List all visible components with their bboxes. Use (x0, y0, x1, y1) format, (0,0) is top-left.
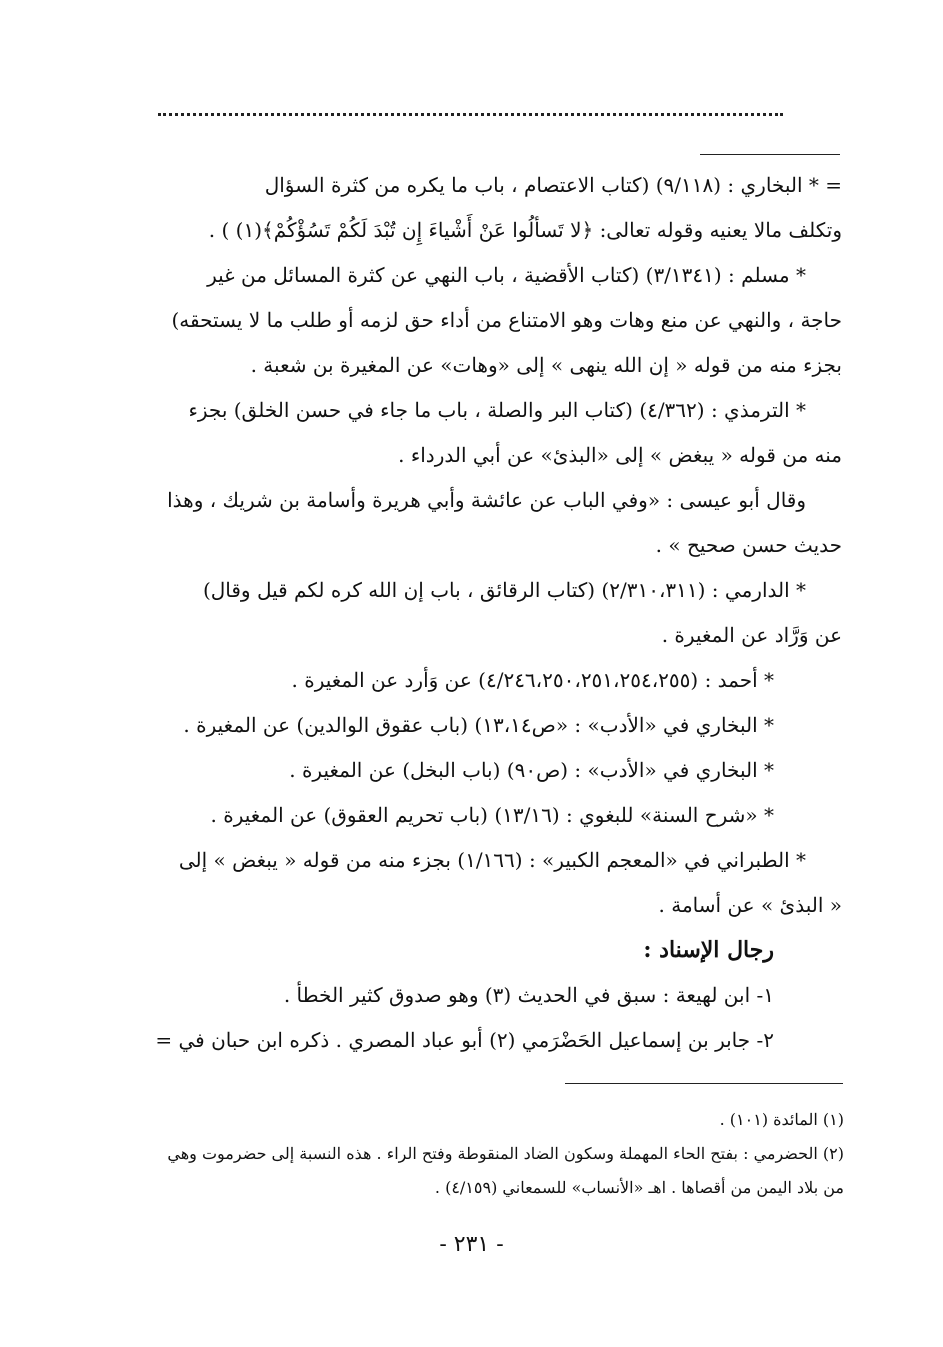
text-line: ٢- جابر بن إسماعيل الحَضْرَمي (٢) أبو عباد المصري . ذكره ابن حبان في = (155, 1028, 774, 1052)
text-line: * البخاري في «الأدب» : «ص١٣،١٤) (باب عقوق الوالدين) عن المغيرة . (183, 713, 774, 737)
text-line: * الدارمي : (٢/٣١٠،٣١١) (كتاب الرقائق ، باب إن الله كره لكم قيل وقال) (202, 578, 806, 602)
text-line: منه من قوله « يبغض » إلى «البذئ» عن أبي الدرداء . (398, 443, 842, 467)
footnote: من بلاد اليمن من أقصاها . اهـ «الأنساب» للسمعاني (٤/١٥٩) . (434, 1178, 844, 1197)
main-text (132, 163, 842, 1063)
text-line: بجزء منه من قوله « إن الله ينهى » إلى «وهات» عن المغيرة بن شعبة . (250, 353, 842, 377)
text-line: * البخاري في «الأدب» : (ص٩٠) (باب البخل) عن المغيرة . (289, 758, 774, 782)
text-line: « البذئ » عن أسامة . (658, 893, 842, 917)
text-line: وتكلف مالا يعنيه وقوله تعالى: ﴿لا تَسألُوا عَنْ أَشْياءَ إِن تُبْدَ لَكُمْ تَسُؤْكُمْ﴾(١) ) . (208, 218, 842, 242)
footnote-rule (565, 1083, 843, 1084)
text-line: * الطبراني في «المعجم الكبير» : (١/١٦٦) بجزء منه من قوله « يبغض » إلى (178, 848, 806, 872)
dotted-separator (158, 113, 783, 116)
text-line: * «شرح السنة» للبغوي : (١٣/١٦) (باب تحريم العقوق) عن المغيرة . (210, 803, 774, 827)
section-heading: رجال الإسناد : (643, 937, 774, 963)
text-line: عن وَرَّاد عن المغيرة . (661, 623, 842, 647)
text-line: وقال أبو عيسى : «وفي الباب عن عائشة وأبي هريرة وأسامة بن شريك ، وهذا (167, 488, 806, 512)
top-rule (700, 154, 840, 155)
page-number: - ٢٣١ - (439, 1232, 504, 1257)
text-line: * مسلم : (٣/١٣٤١) (كتاب الأقضية ، باب النهي عن كثرة المسائل من غير (207, 263, 806, 287)
footnote: (١) المائدة (١٠١) . (719, 1110, 844, 1129)
text-line: ١- ابن لهيعة : سبق في الحديث (٣) وهو صدوق كثير الخطأ . (283, 983, 774, 1007)
text-line: * أحمد : (٤/٢٤٦،٢٥٠،٢٥١،٢٥٤،٢٥٥) عن وَأرد عن المغيرة . (291, 668, 774, 692)
text-line: حاجة ، والنهي عن منع وهات وهو الامتناع من أداء حق لزمه أو طلب ما لا يستحقه) (171, 308, 842, 332)
footnotes (132, 1103, 844, 1205)
footnote: (٢) الحضرمي : بفتح الحاء المهملة وسكون الضاد المنقوطة وفتح الراء . هذه النسبة إلى حضرموت وهي (167, 1144, 844, 1163)
text-line: حديث حسن صحيح » . (655, 533, 842, 557)
text-line: * الترمذي : (٤/٣٦٢) (كتاب البر والصلة ، باب ما جاء في حسن الخلق) بجزء (188, 398, 806, 422)
text-line: = * البخاري : (٩/١١٨) (كتاب الاعتصام ، باب ما يكره من كثرة السؤال (264, 173, 842, 197)
